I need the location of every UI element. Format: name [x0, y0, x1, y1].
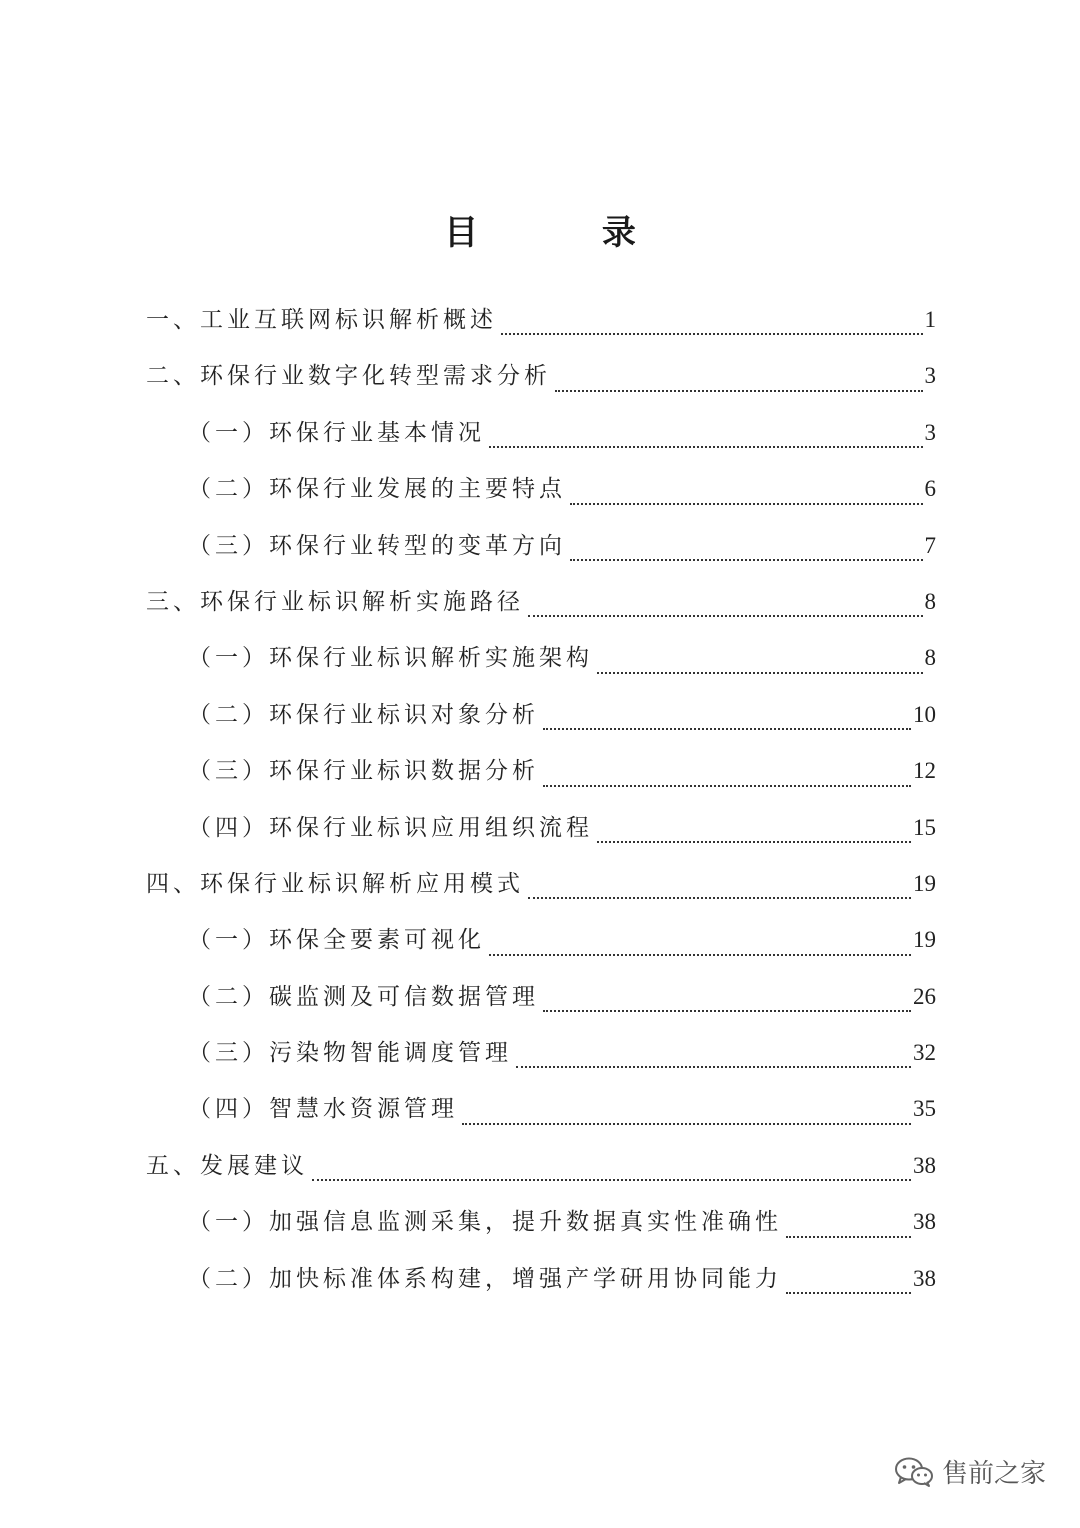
toc-entry[interactable] [146, 348, 936, 404]
dot-leader [597, 841, 911, 843]
dot-leader [570, 503, 923, 505]
toc-entry-label: 四、环保行业标识解析应用模式 [146, 870, 524, 897]
toc-entry[interactable] [146, 912, 936, 968]
dot-leader [528, 615, 923, 617]
dot-leader [528, 897, 911, 899]
dot-leader [312, 1179, 911, 1181]
toc-entry[interactable] [146, 1025, 936, 1081]
toc-entry-label: 一、工业互联网标识解析概述 [146, 306, 497, 333]
wechat-icon [894, 1456, 934, 1488]
toc-entry[interactable] [146, 969, 936, 1025]
toc-entry[interactable] [146, 461, 936, 517]
toc-entry-label: 五、发展建议 [146, 1152, 308, 1179]
watermark-text: 售前之家 [941, 1459, 1046, 1489]
toc-entry-label: （二）环保行业发展的主要特点 [188, 476, 566, 503]
dot-leader [489, 446, 923, 448]
toc-entry[interactable] [146, 1138, 936, 1194]
toc-entry-label: （二）碳监测及可信数据管理 [188, 983, 539, 1010]
toc-entry-page-number: 19 [913, 870, 936, 896]
dot-leader [501, 333, 923, 335]
toc-entry[interactable] [146, 292, 936, 348]
toc-entry[interactable] [146, 574, 936, 630]
dot-leader [543, 728, 911, 730]
toc-entry[interactable] [146, 1251, 936, 1307]
toc-entry-label: （一）加强信息监测采集，提升数据真实性准确性 [188, 1209, 782, 1236]
dot-leader [597, 672, 923, 674]
toc-entry-page-number: 38 [913, 1152, 936, 1178]
watermark [894, 1453, 1046, 1490]
toc-entry-page-number: 26 [913, 983, 936, 1009]
toc-entry-label: （一）环保全要素可视化 [188, 927, 485, 954]
toc-entry-label: （四）环保行业标识应用组织流程 [188, 814, 593, 841]
toc-entry-page-number: 38 [913, 1209, 936, 1235]
toc-entry-label: （三）污染物智能调度管理 [188, 1040, 512, 1067]
toc-entry[interactable] [146, 1194, 936, 1250]
toc-entry-page-number: 12 [913, 758, 936, 784]
toc-entry[interactable] [146, 800, 936, 856]
toc-entry-page-number: 19 [913, 927, 936, 953]
toc-entry-page-number: 6 [924, 476, 936, 502]
dot-leader [489, 954, 911, 956]
toc-entry[interactable] [146, 518, 936, 574]
dot-leader [786, 1236, 911, 1238]
toc-entry-page-number: 3 [924, 419, 936, 445]
toc-entry[interactable] [146, 856, 936, 912]
toc-entry-label: （二）加快标准体系构建，增强产学研用协同能力 [188, 1265, 782, 1292]
toc-entry[interactable] [146, 630, 936, 686]
toc-entry-page-number: 1 [924, 306, 936, 332]
toc-entry[interactable] [146, 405, 936, 461]
toc-entry-page-number: 10 [913, 701, 936, 727]
toc-entry-label: （一）环保行业基本情况 [188, 419, 485, 446]
dot-leader [516, 1066, 911, 1068]
toc-entry[interactable] [146, 1081, 936, 1137]
dot-leader [786, 1292, 911, 1294]
toc-entry-label: （三）环保行业转型的变革方向 [188, 532, 566, 559]
toc-entry-page-number: 8 [924, 588, 936, 614]
toc-entry-page-number: 15 [913, 814, 936, 840]
toc-entry-label: 三、环保行业标识解析实施路径 [146, 588, 524, 615]
dot-leader [462, 1123, 911, 1125]
toc-entry[interactable] [146, 743, 936, 799]
dot-leader [555, 390, 923, 392]
toc-entry-page-number: 35 [913, 1096, 936, 1122]
toc-entry-page-number: 8 [924, 645, 936, 671]
toc-entry-page-number: 32 [913, 1040, 936, 1066]
toc-entry-page-number: 3 [924, 363, 936, 389]
toc-title: 目 录 [444, 213, 692, 253]
toc-entry-label: （一）环保行业标识解析实施架构 [188, 645, 593, 672]
toc-entry-page-number: 38 [913, 1265, 936, 1291]
toc-entry-label: （四）智慧水资源管理 [188, 1096, 458, 1123]
toc-entry[interactable] [146, 687, 936, 743]
dot-leader [543, 785, 911, 787]
toc-entry-label: （三）环保行业标识数据分析 [188, 758, 539, 785]
dot-leader [570, 559, 923, 561]
table-of-contents [146, 292, 936, 1307]
toc-entry-label: 二、环保行业数字化转型需求分析 [146, 363, 551, 390]
toc-entry-label: （二）环保行业标识对象分析 [188, 701, 539, 728]
dot-leader [543, 1010, 911, 1012]
toc-entry-page-number: 7 [924, 532, 936, 558]
